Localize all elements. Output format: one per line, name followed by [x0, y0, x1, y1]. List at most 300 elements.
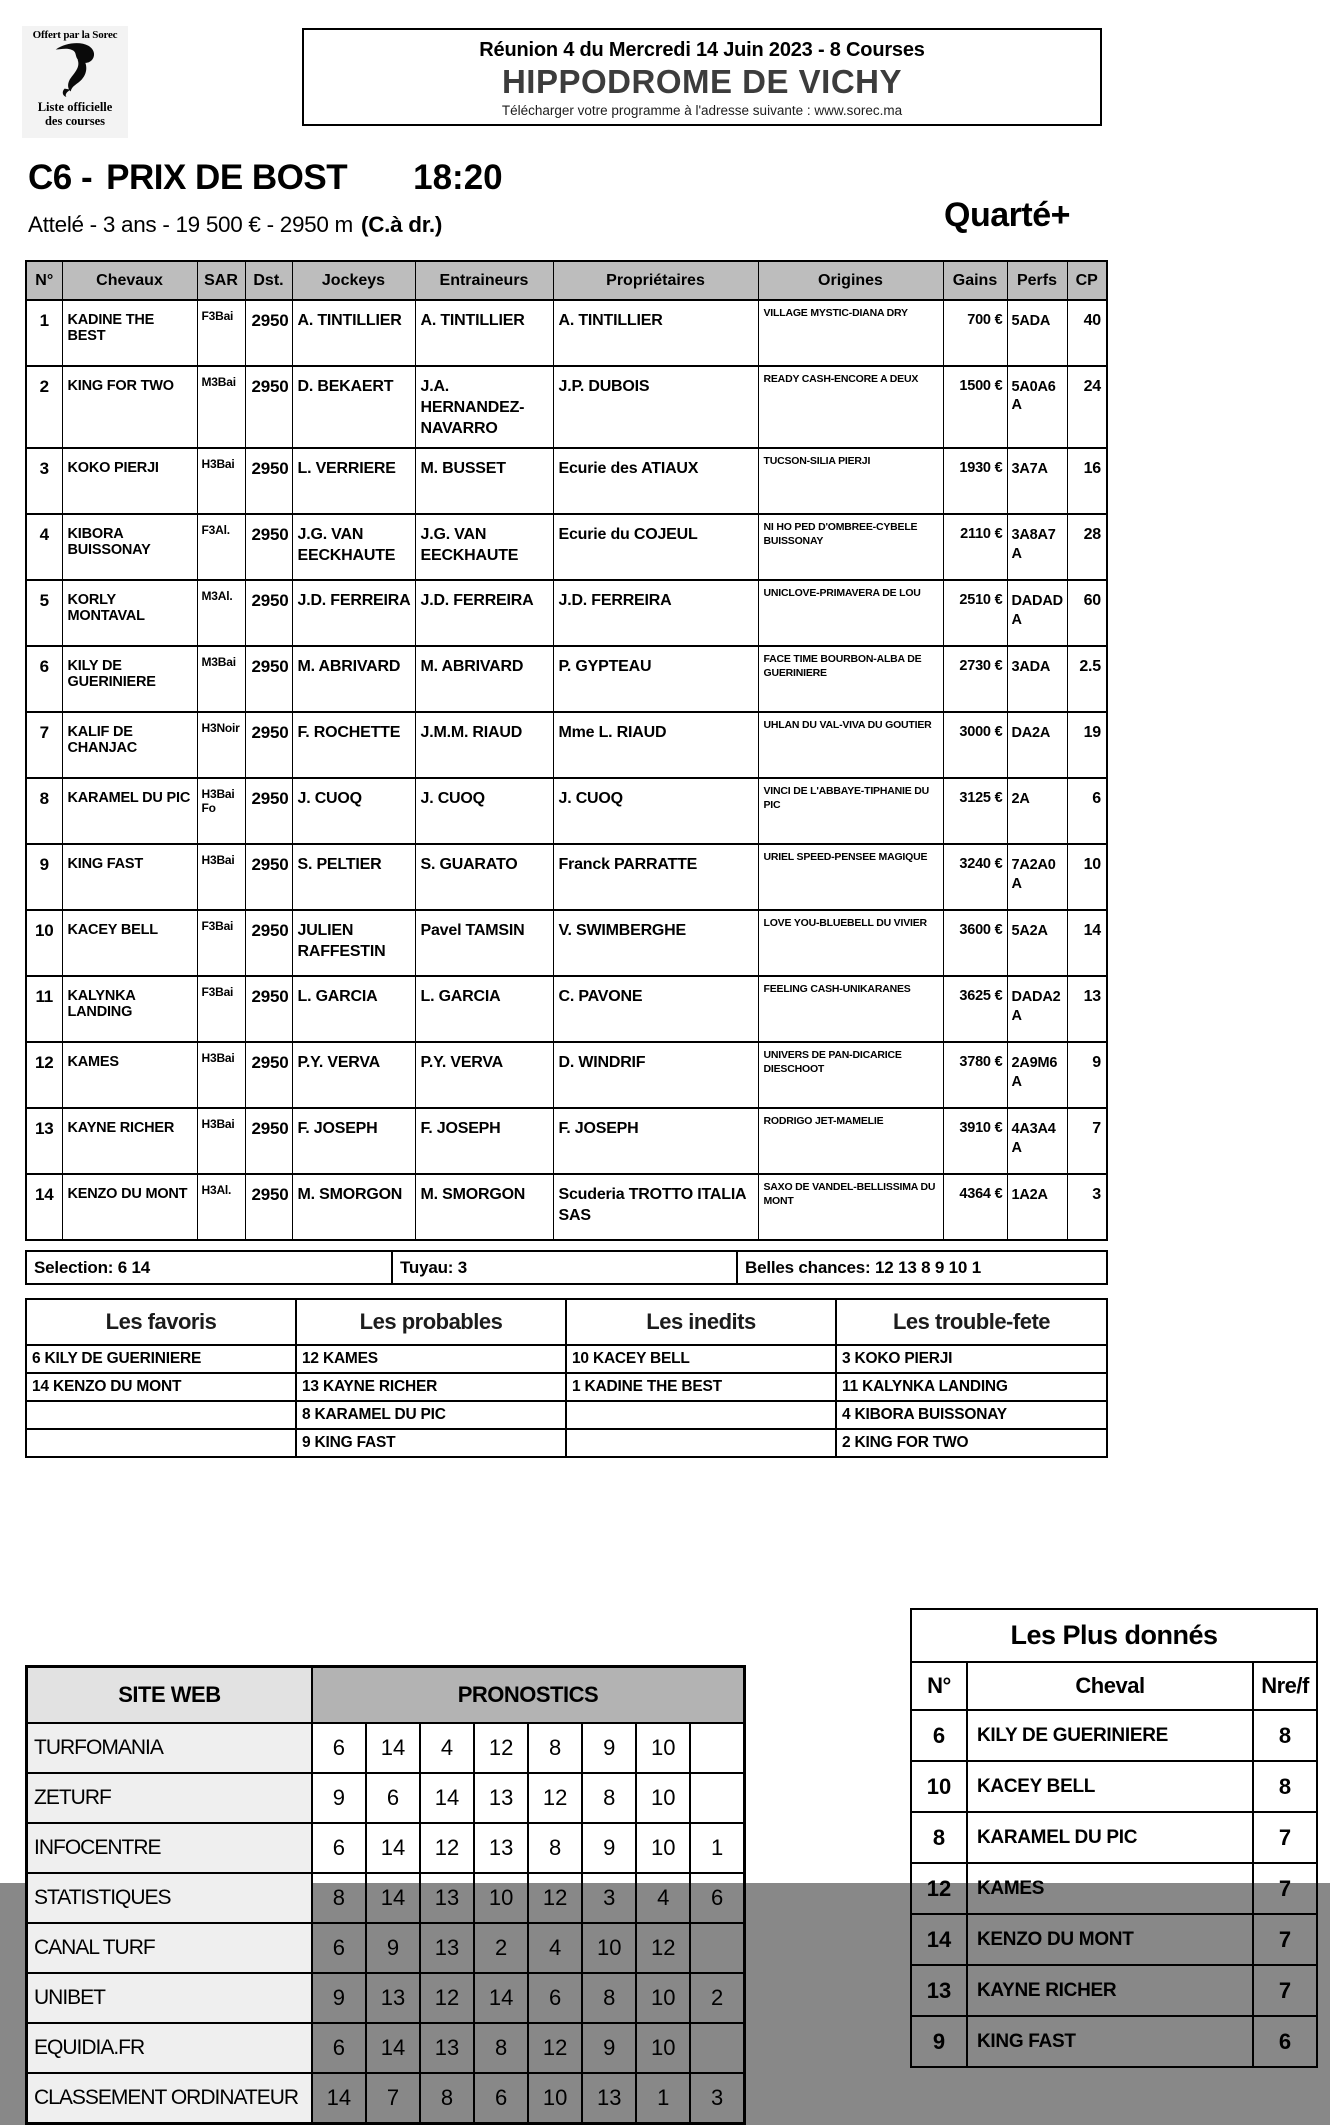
pronostics-row — [27, 2023, 745, 2073]
runner-perfs: DADA2A — [1007, 976, 1067, 1042]
runner-origins: SAXO DE VANDEL-BELLISSIMA DU MONT — [758, 1174, 943, 1240]
runner-distance: 2950 — [245, 366, 292, 448]
pronostics-pick: 12 — [474, 1723, 528, 1773]
runner-sar: H3Bai — [197, 448, 245, 514]
plus-donnes-horse-name: KACEY BELL — [967, 1761, 1253, 1812]
bet-type-label: Quarté+ — [944, 196, 1070, 234]
runner-distance: 2950 — [245, 778, 292, 844]
selection-cell: Selection: 6 14 — [26, 1251, 392, 1284]
runner-horse-name: KAMES — [62, 1042, 197, 1108]
runner-horse-name: KORLY MONTAVAL — [62, 580, 197, 646]
runner-gains: 700 € — [943, 300, 1007, 366]
pronostics-pick: 8 — [312, 1873, 366, 1923]
runner-perfs: 2A9M6A — [1007, 1042, 1067, 1108]
plus-donnes-header-row — [911, 1662, 1317, 1710]
col-header-jockeys: Jockeys — [292, 261, 415, 300]
runner-number: 14 — [26, 1174, 62, 1240]
belles-chances-cell: Belles chances: 12 13 8 9 10 1 — [737, 1251, 1107, 1284]
pronostics-site-name: CLASSEMENT ORDINATEUR — [27, 2073, 312, 2124]
pronostics-pick — [690, 1773, 744, 1823]
pronostics-pick: 10 — [636, 1723, 690, 1773]
sorec-horse-logo-icon — [22, 42, 128, 100]
tips-cell: 3 KOKO PIERJI — [836, 1345, 1107, 1373]
sorec-liste-officielle-line2: des courses — [44, 114, 106, 129]
runner-origins: FACE TIME BOURBON-ALBA DE GUERINIERE — [758, 646, 943, 712]
selection-bar — [25, 1250, 1108, 1285]
pronostics-pick: 4 — [528, 1923, 582, 1973]
runner-trainer: M. SMORGON — [415, 1174, 553, 1240]
runner-distance: 2950 — [245, 712, 292, 778]
runner-row — [26, 646, 1107, 712]
pronostics-pick: 9 — [582, 1823, 636, 1873]
plus-donnes-frequency: 8 — [1253, 1761, 1317, 1812]
pronostics-pick: 12 — [636, 1923, 690, 1973]
runner-row — [26, 910, 1107, 976]
plus-donnes-horse-name: KAMES — [967, 1863, 1253, 1914]
pronostics-pick: 9 — [366, 1923, 420, 1973]
runner-sar: F3Bai — [197, 300, 245, 366]
tips-cell: 14 KENZO DU MONT — [26, 1373, 296, 1401]
runner-jockey: L. VERRIERE — [292, 448, 415, 514]
plus-donnes-row — [911, 1761, 1317, 1812]
runner-sar: F3Bai — [197, 910, 245, 976]
runner-number: 10 — [26, 910, 62, 976]
runner-gains: 3625 € — [943, 976, 1007, 1042]
runner-number: 5 — [26, 580, 62, 646]
pronostics-pick: 13 — [474, 1823, 528, 1873]
plus-donnes-number: 9 — [911, 2016, 967, 2067]
runner-number: 7 — [26, 712, 62, 778]
race-conditions-row — [28, 196, 1330, 246]
sorec-logo-box — [22, 26, 128, 138]
pronostics-pick: 10 — [582, 1923, 636, 1973]
pronostics-row — [27, 1823, 745, 1873]
pronostics-pick: 13 — [420, 1923, 474, 1973]
tips-header-row — [26, 1299, 1107, 1345]
runner-jockey: S. PELTIER — [292, 844, 415, 910]
runner-trainer: S. GUARATO — [415, 844, 553, 910]
runner-origins: UHLAN DU VAL-VIVA DU GOUTIER — [758, 712, 943, 778]
runner-perfs: DADADA — [1007, 580, 1067, 646]
pronostics-row — [27, 2073, 745, 2124]
runner-origins: URIEL SPEED-PENSEE MAGIQUE — [758, 844, 943, 910]
runner-row — [26, 448, 1107, 514]
runner-distance: 2950 — [245, 448, 292, 514]
runner-sar: M3Bai — [197, 366, 245, 448]
pronostics-pick: 9 — [312, 1973, 366, 2023]
runner-trainer: Pavel TAMSIN — [415, 910, 553, 976]
runner-number: 6 — [26, 646, 62, 712]
runner-trainer: M. ABRIVARD — [415, 646, 553, 712]
runner-perfs: 3ADA — [1007, 646, 1067, 712]
plus-donnes-frequency: 7 — [1253, 1914, 1317, 1965]
download-note: Télécharger votre programme à l'adresse suivante : www.sorec.ma — [501, 103, 903, 118]
runner-sar: M3Al. — [197, 580, 245, 646]
plus-donnes-horse-name: KENZO DU MONT — [967, 1914, 1253, 1965]
runner-jockey: J.G. VAN EECKHAUTE — [292, 514, 415, 580]
col-header-perfs: Perfs — [1007, 261, 1067, 300]
pronostics-pick: 12 — [420, 1973, 474, 2023]
tips-header-favoris: Les favoris — [26, 1299, 296, 1345]
plus-donnes-number: 10 — [911, 1761, 967, 1812]
pronostics-pick: 13 — [474, 1773, 528, 1823]
pronostics-site-name: TURFOMANIA — [27, 1723, 312, 1773]
pronostics-pick: 6 — [690, 1873, 744, 1923]
pronostics-row — [27, 1723, 745, 1773]
plus-donnes-row — [911, 2016, 1317, 2067]
runner-origins: READY CASH-ENCORE A DEUX — [758, 366, 943, 448]
runner-sar: H3Noir — [197, 712, 245, 778]
runner-owner: P. GYPTEAU — [553, 646, 758, 712]
race-time: 18:20 — [413, 158, 503, 197]
runner-perfs: 5A2A — [1007, 910, 1067, 976]
runner-distance: 2950 — [245, 844, 292, 910]
runner-gains: 3600 € — [943, 910, 1007, 976]
plus-donnes-horse-name: KAYNE RICHER — [967, 1965, 1253, 2016]
runner-owner: D. WINDRIF — [553, 1042, 758, 1108]
runner-owner: Scuderia TROTTO ITALIA SAS — [553, 1174, 758, 1240]
runner-cp: 40 — [1067, 300, 1107, 366]
runner-gains: 3780 € — [943, 1042, 1007, 1108]
runner-cp: 9 — [1067, 1042, 1107, 1108]
runner-horse-name: KILY DE GUERINIERE — [62, 646, 197, 712]
plus-donnes-frequency: 7 — [1253, 1812, 1317, 1863]
pronostics-header-row — [27, 1667, 745, 1724]
runner-jockey: J.D. FERREIRA — [292, 580, 415, 646]
runner-trainer: J.D. FERREIRA — [415, 580, 553, 646]
plus-donnes-row — [911, 1863, 1317, 1914]
pronostics-pick: 6 — [366, 1773, 420, 1823]
pronostics-pick: 12 — [528, 1773, 582, 1823]
pronostics-pick: 3 — [582, 1873, 636, 1923]
tips-cell: 12 KAMES — [296, 1345, 566, 1373]
runner-gains: 3240 € — [943, 844, 1007, 910]
runner-horse-name: KENZO DU MONT — [62, 1174, 197, 1240]
tips-cell: 6 KILY DE GUERINIERE — [26, 1345, 296, 1373]
pronostics-pick: 14 — [474, 1973, 528, 2023]
runner-sar: H3Bai — [197, 844, 245, 910]
runner-gains: 2510 € — [943, 580, 1007, 646]
pronostics-pick: 10 — [636, 1823, 690, 1873]
runner-horse-name: KOKO PIERJI — [62, 448, 197, 514]
runner-owner: F. JOSEPH — [553, 1108, 758, 1174]
plus-donnes-title-row — [911, 1609, 1317, 1662]
runner-horse-name: KING FOR TWO — [62, 366, 197, 448]
col-header-origines: Origines — [758, 261, 943, 300]
runner-row — [26, 514, 1107, 580]
plus-donnes-header-nref: Nre/f — [1253, 1662, 1317, 1710]
runner-number: 11 — [26, 976, 62, 1042]
runner-perfs: 1A2A — [1007, 1174, 1067, 1240]
runner-distance: 2950 — [245, 514, 292, 580]
runner-origins: TUCSON-SILIA PIERJI — [758, 448, 943, 514]
pronostics-pick: 9 — [582, 2023, 636, 2073]
runner-gains: 3910 € — [943, 1108, 1007, 1174]
col-header-cp: CP — [1067, 261, 1107, 300]
runner-trainer: P.Y. VERVA — [415, 1042, 553, 1108]
runner-perfs: 3A8A7A — [1007, 514, 1067, 580]
runner-horse-name: KADINE THE BEST — [62, 300, 197, 366]
pronostics-site-name: CANAL TURF — [27, 1923, 312, 1973]
tips-header-probables: Les probables — [296, 1299, 566, 1345]
pronostics-pick: 3 — [690, 2073, 744, 2124]
race-direction: (C.à dr.) — [361, 212, 443, 237]
tips-table — [25, 1298, 1108, 1458]
pronostics-row — [27, 1773, 745, 1823]
pronostics-pick: 8 — [528, 1823, 582, 1873]
tuyau-cell: Tuyau: 3 — [392, 1251, 737, 1284]
pronostics-pick: 8 — [528, 1723, 582, 1773]
runner-gains: 4364 € — [943, 1174, 1007, 1240]
runner-trainer: L. GARCIA — [415, 976, 553, 1042]
runner-gains: 3125 € — [943, 778, 1007, 844]
tips-cell: 11 KALYNKA LANDING — [836, 1373, 1107, 1401]
pronostics-pick: 2 — [474, 1923, 528, 1973]
pronostics-pick: 10 — [636, 1773, 690, 1823]
pronostics-pick: 13 — [582, 2073, 636, 2124]
pronostics-pick: 10 — [474, 1873, 528, 1923]
pronostics-table — [25, 1665, 746, 2125]
pronostics-pick: 13 — [420, 2023, 474, 2073]
plus-donnes-frequency: 7 — [1253, 1863, 1317, 1914]
runner-gains: 3000 € — [943, 712, 1007, 778]
pronostics-pick: 6 — [528, 1973, 582, 2023]
col-header-dst: Dst. — [245, 261, 292, 300]
pronostics-pick: 1 — [636, 2073, 690, 2124]
runner-cp: 13 — [1067, 976, 1107, 1042]
runner-trainer: A. TINTILLIER — [415, 300, 553, 366]
tips-row — [26, 1401, 1107, 1429]
tips-row — [26, 1345, 1107, 1373]
plus-donnes-horse-name: KING FAST — [967, 2016, 1253, 2067]
runners-header-row — [26, 261, 1107, 300]
runner-owner: J. CUOQ — [553, 778, 758, 844]
pronostics-pick — [690, 2023, 744, 2073]
pronostics-pick: 6 — [474, 2073, 528, 2124]
pronostics-pick — [690, 1723, 744, 1773]
runner-sar: F3Al. — [197, 514, 245, 580]
runner-row — [26, 778, 1107, 844]
runner-cp: 6 — [1067, 778, 1107, 844]
tips-cell: 9 KING FAST — [296, 1429, 566, 1457]
race-name: PRIX DE BOST — [106, 158, 348, 197]
tips-cell — [26, 1429, 296, 1457]
pronostics-pick: 10 — [528, 2073, 582, 2124]
pronostics-tbody — [27, 1723, 745, 2124]
pronostics-row — [27, 1873, 745, 1923]
runner-origins: FEELING CASH-UNIKARANES — [758, 976, 943, 1042]
pronostics-pick: 6 — [312, 1923, 366, 1973]
runner-cp: 16 — [1067, 448, 1107, 514]
plus-donnes-table — [910, 1608, 1318, 2068]
runner-row — [26, 300, 1107, 366]
runner-cp: 10 — [1067, 844, 1107, 910]
tips-cell — [26, 1401, 296, 1429]
runner-cp: 14 — [1067, 910, 1107, 976]
tips-cell: 13 KAYNE RICHER — [296, 1373, 566, 1401]
runner-perfs: 4A3A4A — [1007, 1108, 1067, 1174]
plus-donnes-row — [911, 1914, 1317, 1965]
pronostics-site-name: EQUIDIA.FR — [27, 2023, 312, 2073]
col-header-proprietaires: Propriétaires — [553, 261, 758, 300]
runner-trainer: J.G. VAN EECKHAUTE — [415, 514, 553, 580]
col-header-chevaux: Chevaux — [62, 261, 197, 300]
pronostics-row — [27, 1973, 745, 2023]
runner-jockey: M. ABRIVARD — [292, 646, 415, 712]
runner-row — [26, 1174, 1107, 1240]
runner-row — [26, 1108, 1107, 1174]
runner-trainer: J. CUOQ — [415, 778, 553, 844]
runner-origins: NI HO PED D'OMBREE-CYBELE BUISSONAY — [758, 514, 943, 580]
page-header — [0, 0, 1330, 142]
runner-number: 13 — [26, 1108, 62, 1174]
runner-horse-name: KALYNKA LANDING — [62, 976, 197, 1042]
pronostics-pick: 1 — [690, 1823, 744, 1873]
meeting-info-box — [302, 28, 1102, 126]
runner-perfs: DA2A — [1007, 712, 1067, 778]
runner-row — [26, 366, 1107, 448]
runner-cp: 24 — [1067, 366, 1107, 448]
runner-cp: 3 — [1067, 1174, 1107, 1240]
runner-origins: UNICLOVE-PRIMAVERA DE LOU — [758, 580, 943, 646]
runner-jockey: JULIEN RAFFESTIN — [292, 910, 415, 976]
runner-origins: LOVE YOU-BLUEBELL DU VIVIER — [758, 910, 943, 976]
pronostics-pick: 14 — [366, 1823, 420, 1873]
pronostics-pick: 2 — [690, 1973, 744, 2023]
runner-jockey: M. SMORGON — [292, 1174, 415, 1240]
tips-cell — [566, 1401, 836, 1429]
plus-donnes-number: 8 — [911, 1812, 967, 1863]
plus-donnes-number: 6 — [911, 1710, 967, 1761]
runner-number: 9 — [26, 844, 62, 910]
runner-gains: 2730 € — [943, 646, 1007, 712]
plus-donnes-row — [911, 1710, 1317, 1761]
pronostics-pick: 6 — [312, 1823, 366, 1873]
tips-row — [26, 1429, 1107, 1457]
tips-cell: 4 KIBORA BUISSONAY — [836, 1401, 1107, 1429]
runner-cp: 60 — [1067, 580, 1107, 646]
tips-cell: 1 KADINE THE BEST — [566, 1373, 836, 1401]
pronostics-pick: 12 — [528, 1873, 582, 1923]
runner-perfs: 5ADA — [1007, 300, 1067, 366]
runner-owner: J.P. DUBOIS — [553, 366, 758, 448]
runner-sar: H3Bai Fo — [197, 778, 245, 844]
runners-tbody — [26, 300, 1107, 1240]
runner-gains: 1930 € — [943, 448, 1007, 514]
runner-owner: Ecurie des ATIAUX — [553, 448, 758, 514]
runner-perfs: 7A2A0A — [1007, 844, 1067, 910]
pronostics-pick: 10 — [636, 2023, 690, 2073]
pronostics-pick: 4 — [420, 1723, 474, 1773]
runner-trainer: M. BUSSET — [415, 448, 553, 514]
plus-donnes-horse-name: KARAMEL DU PIC — [967, 1812, 1253, 1863]
runner-horse-name: KALIF DE CHANJAC — [62, 712, 197, 778]
runner-jockey: J. CUOQ — [292, 778, 415, 844]
pronostics-pick: 14 — [366, 1723, 420, 1773]
runner-number: 1 — [26, 300, 62, 366]
pronostics-header: PRONOSTICS — [312, 1667, 745, 1724]
runner-owner: V. SWIMBERGHE — [553, 910, 758, 976]
pronostics-pick — [690, 1923, 744, 1973]
runner-owner: J.D. FERREIRA — [553, 580, 758, 646]
runner-number: 3 — [26, 448, 62, 514]
runner-number: 4 — [26, 514, 62, 580]
pronostics-pick: 13 — [420, 1873, 474, 1923]
runner-number: 2 — [26, 366, 62, 448]
runner-row — [26, 844, 1107, 910]
runner-sar: H3Bai — [197, 1042, 245, 1108]
runner-jockey: P.Y. VERVA — [292, 1042, 415, 1108]
pronostics-pick: 10 — [636, 1973, 690, 2023]
pronostics-pick: 8 — [420, 2073, 474, 2124]
runner-sar: H3Bai — [197, 1108, 245, 1174]
runner-distance: 2950 — [245, 300, 292, 366]
tips-tbody — [26, 1345, 1107, 1457]
pronostics-pick: 12 — [420, 1823, 474, 1873]
tips-cell: 8 KARAMEL DU PIC — [296, 1401, 566, 1429]
plus-donnes-tbody — [911, 1710, 1317, 2067]
runner-trainer: J.M.M. RIAUD — [415, 712, 553, 778]
runner-distance: 2950 — [245, 976, 292, 1042]
pronostics-pick: 14 — [366, 2023, 420, 2073]
runner-gains: 1500 € — [943, 366, 1007, 448]
runner-jockey: F. ROCHETTE — [292, 712, 415, 778]
race-code: C6 - — [28, 158, 93, 197]
runner-distance: 2950 — [245, 1108, 292, 1174]
pronostics-site-name: ZETURF — [27, 1773, 312, 1823]
site-web-header: SITE WEB — [27, 1667, 312, 1724]
runner-owner: Franck PARRATTE — [553, 844, 758, 910]
pronostics-pick: 7 — [366, 2073, 420, 2124]
plus-donnes-row — [911, 1965, 1317, 2016]
runner-distance: 2950 — [245, 646, 292, 712]
runner-horse-name: KAYNE RICHER — [62, 1108, 197, 1174]
runner-owner: C. PAVONE — [553, 976, 758, 1042]
runner-origins: UNIVERS DE PAN-DICARICE DIESCHOOT — [758, 1042, 943, 1108]
runner-number: 8 — [26, 778, 62, 844]
runner-number: 12 — [26, 1042, 62, 1108]
runner-row — [26, 712, 1107, 778]
runner-owner: Mme L. RIAUD — [553, 712, 758, 778]
runner-perfs: 5A0A6A — [1007, 366, 1067, 448]
plus-donnes-title: Les Plus donnés — [911, 1609, 1317, 1662]
pronostics-site-name: INFOCENTRE — [27, 1823, 312, 1873]
runner-horse-name: KARAMEL DU PIC — [62, 778, 197, 844]
runner-distance: 2950 — [245, 1174, 292, 1240]
plus-donnes-header-cheval: Cheval — [967, 1662, 1253, 1710]
runner-jockey: D. BEKAERT — [292, 366, 415, 448]
runner-trainer: J.A. HERNANDEZ-NAVARRO — [415, 366, 553, 448]
runner-horse-name: KING FAST — [62, 844, 197, 910]
pronostics-pick: 12 — [528, 2023, 582, 2073]
col-header-sar: SAR — [197, 261, 245, 300]
runner-jockey: F. JOSEPH — [292, 1108, 415, 1174]
runner-jockey: L. GARCIA — [292, 976, 415, 1042]
pronostics-pick: 9 — [582, 1723, 636, 1773]
runner-cp: 19 — [1067, 712, 1107, 778]
runner-origins: VILLAGE MYSTIC-DIANA DRY — [758, 300, 943, 366]
pronostics-row — [27, 1923, 745, 1973]
runner-origins: VINCI DE L'ABBAYE-TIPHANIE DU PIC — [758, 778, 943, 844]
col-header-entraineurs: Entraineurs — [415, 261, 553, 300]
pronostics-pick: 8 — [474, 2023, 528, 2073]
pronostics-site-name: STATISTIQUES — [27, 1873, 312, 1923]
selection-bar-row — [26, 1251, 1107, 1284]
runner-sar: H3Al. — [197, 1174, 245, 1240]
plus-donnes-row — [911, 1812, 1317, 1863]
pronostics-pick: 14 — [312, 2073, 366, 2124]
plus-donnes-frequency: 7 — [1253, 1965, 1317, 2016]
